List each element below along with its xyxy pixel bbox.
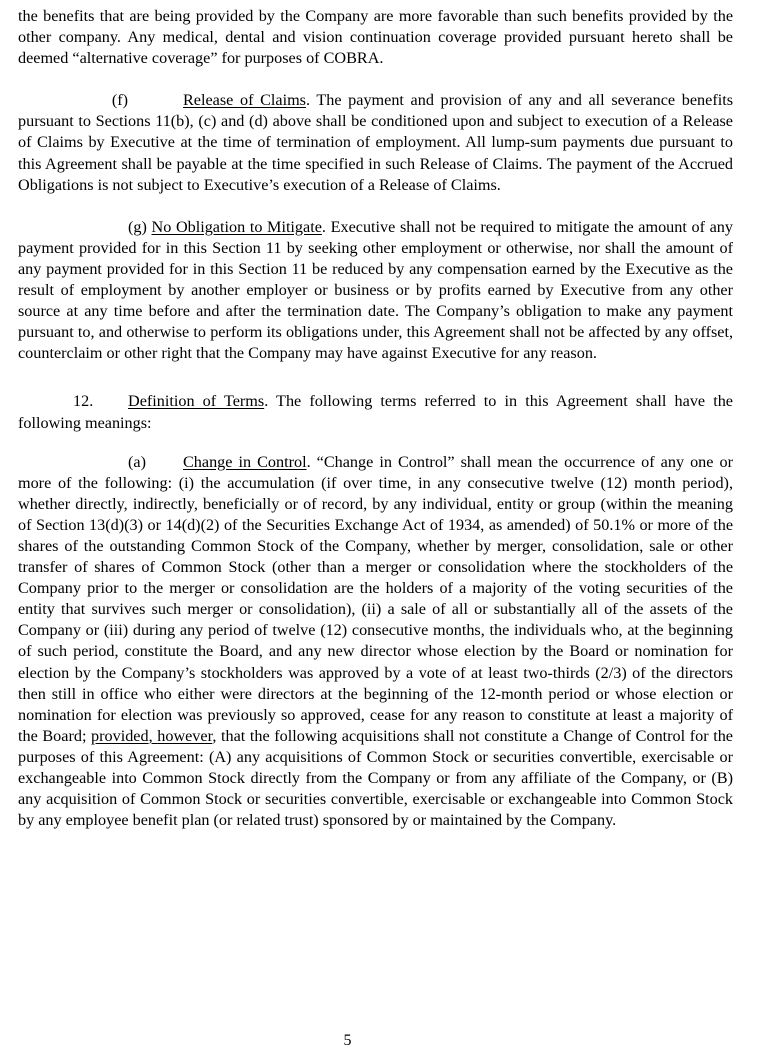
paragraph-12a-change-in-control: (a) Change in Control. “Change in Control” shall mean the occurrence of any one or more of the following: (i) the accumulation (if over time, in any consecutive twelve (12) month period), whether directly, indirectly, beneficially or of record, by any individual, entity or group (within the meaning of Section 13(d)(3) or 14(d)(2) of the Securities Exchange Act of 1934, as amended) of 50.1% or more of the shares of the outstanding Common Stock of the Company, whether by merger, consolidation, sale or other transfer of shares of Common Stock (other than a merger or consolidation where the stockholders of the Company prior to the merger or consolidation are the holders of a majority of the voting securities of the entity that survives such merger or consolidation), (ii) a sale of all or substantially all of the assets of the Company or (iii) during any period of twelve (12) consecutive months, the individuals who, at the beginning of such period, constitute the Board, and any new director whose election by the Board or nomination for election by the Company’s stockholders was approved by a vote of at least two-thirds (2/3) of the directors then still in office who either were directors at the beginning of the 12-month period or whose election or nomination for election was previously so approved, cease for any reason to constitute at least a majority of the Board; provided, however, that the following acquisitions shall not constitute a Change of Control for the purposes of this Agreement: (A) any acquisitions of Common Stock or securities convertible, exercisable or exchangeable into Common Stock directly from the Company or from any affiliate of the Company, or (B) any acquisition of Common Stock or securities convertible, exercisable or exchangeable into Common Stock by any employee benefit plan (or related trust) sponsored by or maintained by the Company. [18,452,733,830]
section-label: (a) [128,452,146,471]
paragraph-text: . Executive shall not be required to mitigate the amount of any payment provided for in this Section 11 by seeking other employment or otherwise, nor shall the amount of any payment provided for in this Section 11 be reduced by any compensation earned by the Executive as the result of employment by another employer or business or by profits earned by Executive from any other source at any time before and after the termination date. The Company’s obligation to make any payment pursuant to, and otherwise to perform its obligations under, this Agreement shall not be affected by any offset, counterclaim or other right that the Company may have against Executive for any reason. [18,217,733,363]
section-heading: Definition of Terms [128,392,265,411]
paragraph-text: . “Change in Control” shall mean the occurrence of any one or more of the following: (i) the accumulation (if over time, in any consecutive twelve (12) month period), whether directly, indirectly, beneficially or of record, by any individual, entity or group (within the meaning of Section 13(d)(3) or 14(d)(2) of the Securities Exchange Act of 1934, as amended) of 50.1% or more of the shares of the outstanding Common Stock of the Company, whether by merger, consolidation, sale or other transfer of shares of Common Stock (other than a merger or consolidation where the stockholders of the Company prior to the merger or consolidation are the holders of a majority of the voting securities of the entity that survives such merger or consolidation), (ii) a sale of all or substantially all of the assets of the Company or (iii) during any period of twelve (12) consecutive months, the individuals who, at the beginning of such period, constitute the Board, and any new director whose election by the Board or nomination for election by the Company’s stockholders was approved by a vote of at least two-thirds (2/3) of the directors then still in office who either were directors at the beginning of the 12-month period or whose election or nomination for election was previously so approved, cease for any reason to constitute at least a majority of the Board; [18,452,733,745]
paragraph-11f-release-of-claims [18,90,733,195]
section-heading: Release of Claims [183,91,306,110]
paragraph-text: . The following terms referred to in this Agreement shall have the following meanings: [18,392,733,432]
paragraph-12-definition-of-terms [18,391,733,433]
section-heading: No Obligation to Mitigate [151,217,322,236]
emphasis-however: however [157,726,213,745]
page-number: 5 [343,1032,352,1049]
paragraph-text: , that the following acquisitions shall not constitute a Change of Control for the purposes of this Agreement: (A) any acquisitions of Common Stock or securities convertible, exercisable or exchangeable into Common Stock directly from the Company or from any affiliate of the Company, or (B) any acquisition of Common Stock or securities convertible, exercisable or exchangeable into Common Stock by any employee benefit plan (or related trust) sponsored by or maintained by the Company. [18,726,733,830]
section-heading: Change in Control [183,452,307,471]
paragraph-cobra-continuation [18,6,733,69]
paragraph-text: the benefits that are being provided by the Company are more favorable than such benefits provided by the other company. Any medical, dental and vision continuation coverage provided pursuant hereto shall be deemed “alternative coverage” for purposes of COBRA. [18,7,733,68]
emphasis-provided: provided [91,726,149,745]
section-label: (f) [111,91,128,110]
paragraph-11g-no-obligation [18,217,733,365]
document-page [18,6,733,831]
section-number: 12. [73,392,94,411]
paragraph-text: . The payment and provision of any and all severance benefits pursuant to Sections 11(b), (c) and (d) above shall be conditioned upon and subject to execution of a Release of Claims by Executive at the time of termination of employment. All lump-sum payments due pursuant to this Agreement shall be payable at the time specified in such Release of Claims. The payment of the Accrued Obligations is not subject to Executive’s execution of a Release of Claims. [18,91,733,194]
section-label: (g) [128,217,147,236]
